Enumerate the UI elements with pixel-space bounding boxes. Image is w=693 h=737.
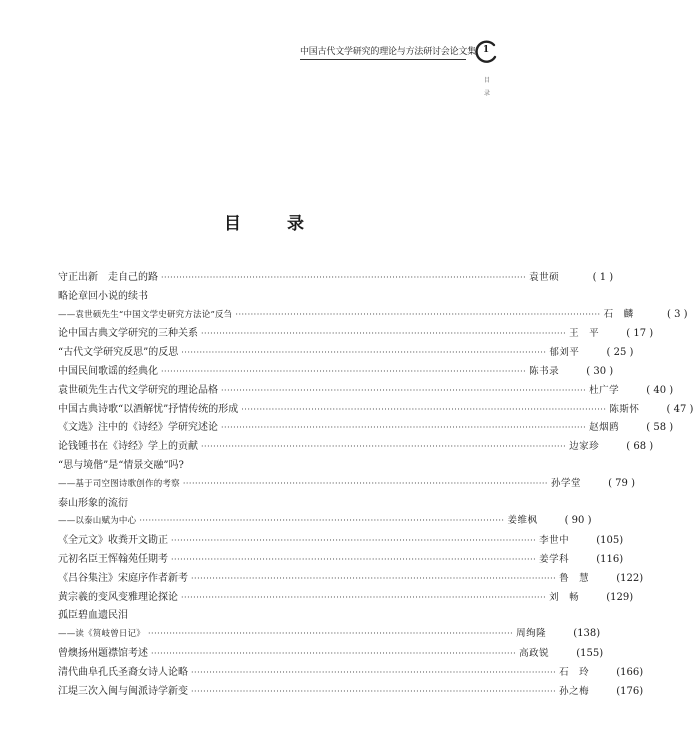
toc-entry-title: 元初名臣王恽翰苑任期考 — [58, 553, 168, 565]
toc-leader-dots: ························································································································ — [191, 573, 557, 583]
toc-leader-dots: ························································································································ — [241, 404, 607, 414]
toc-entry[interactable] — [58, 287, 477, 306]
toc-entry[interactable] — [58, 531, 624, 550]
toc-entry-author: 陈书录 — [529, 365, 560, 377]
toc-entry-author: 姜维枫 — [507, 515, 538, 527]
header-rule — [300, 59, 466, 60]
toc-entry[interactable] — [58, 268, 614, 287]
toc-entry-page: (166) — [616, 666, 644, 678]
toc-entry-title: “古代文学研究反思”的反思 — [58, 347, 179, 359]
toc-entry[interactable] — [58, 400, 693, 419]
toc-entry-title: 清代曲阜孔氏圣裔女诗人论略 — [58, 666, 188, 678]
page-number: 1 — [482, 45, 490, 55]
toc-entry[interactable] — [58, 606, 477, 625]
toc-entry-page: ( 90 ) — [564, 515, 592, 527]
toc-entry-author: 刘 畅 — [549, 591, 580, 603]
toc-entry-page: ( 40 ) — [646, 384, 674, 396]
toc-entry-author: 袁世硕 — [529, 272, 560, 283]
toc-entry[interactable] — [58, 381, 674, 400]
toc-entry-author: 石 麟 — [603, 308, 634, 320]
toc-entry-author: 孙之梅 — [559, 685, 590, 697]
toc-leader-dots: ························································································································ — [151, 648, 517, 658]
toc-entry-page: (122) — [616, 572, 644, 584]
toc-entry-title: 《吕谷集注》宋庭序作者新考 — [58, 572, 188, 584]
table-of-contents — [58, 268, 693, 700]
toc-entry[interactable] — [58, 569, 644, 588]
toc-leader-dots: ························································································································ — [139, 516, 505, 526]
toc-entry[interactable] — [58, 437, 654, 456]
toc-entry-page: (138) — [573, 628, 601, 640]
toc-entry-title: 中国民间歌谣的经典化 — [58, 365, 158, 377]
toc-entry-title: 中国古典诗歌“以酒解忧”抒情传统的形成 — [58, 403, 239, 415]
toc-entry[interactable] — [58, 306, 688, 325]
book-title: 中国古代文学研究的理论与方法研讨会论文集 — [300, 47, 477, 57]
page-title: 目 录 — [224, 214, 324, 234]
toc-entry-title: 论中国古典文学研究的三种关系 — [58, 328, 198, 340]
toc-leader-dots: ························································································································ — [171, 554, 537, 564]
toc-entry-page: ( 25 ) — [606, 347, 634, 359]
toc-entry[interactable] — [58, 512, 592, 531]
toc-entry-author: 杜广学 — [589, 384, 620, 396]
toc-entry[interactable] — [58, 663, 644, 682]
toc-leader-dots: ························································································································ — [191, 686, 557, 696]
toc-leader-dots: ························································································································ — [221, 423, 587, 433]
toc-entry-title: 孤臣碧血遗民泪 — [58, 610, 128, 622]
toc-entry-title: 《全元文》收粪开文勘正 — [58, 535, 168, 547]
toc-entry[interactable] — [58, 456, 477, 475]
toc-leader-dots: ························································································································ — [148, 629, 514, 639]
toc-entry-title: ——读《筼岐曾日记》 — [58, 629, 146, 640]
toc-leader-dots: ························································································································ — [181, 592, 547, 602]
toc-leader-dots: ························································································································ — [201, 442, 567, 452]
toc-entry[interactable] — [58, 588, 634, 607]
toc-entry-title: ——基于司空图诗歌创作的考察 — [58, 478, 180, 489]
toc-entry-author: 郁刘平 — [549, 347, 580, 359]
toc-entry-title: ——袁世硕先生“中国文学史研究方法论”反刍 — [58, 309, 233, 320]
toc-leader-dots: ························································································································ — [182, 478, 548, 488]
toc-entry-page: (155) — [576, 647, 604, 659]
side-label-char-2: 录 — [484, 90, 491, 97]
toc-entry-page: ( 58 ) — [646, 422, 674, 434]
toc-entry-page: ( 17 ) — [626, 328, 654, 340]
toc-entry[interactable] — [58, 475, 635, 494]
toc-entry[interactable] — [58, 625, 601, 644]
toc-entry-page: (105) — [596, 535, 624, 547]
toc-entry-title: 黄宗羲的变风变雅理论探论 — [58, 591, 178, 603]
toc-entry[interactable] — [58, 418, 674, 437]
toc-entry-author: 高政锐 — [519, 647, 550, 659]
toc-entry-title: “思与境偕”是“情景交融”吗? — [58, 459, 184, 471]
toc-entry-author: 赵烟鸥 — [589, 422, 620, 434]
side-label-char-1: 目 — [484, 77, 491, 84]
toc-entry-page: (116) — [596, 553, 624, 565]
toc-entry-title: 论钱锺书在《诗经》学上的贡献 — [58, 441, 198, 453]
toc-entry-author: 周绚隆 — [516, 628, 547, 640]
toc-entry-author: 孙学堂 — [550, 477, 581, 489]
toc-entry-title: 袁世硕先生古代文学研究的理论品格 — [58, 384, 218, 396]
toc-entry-page: ( 47 ) — [666, 403, 693, 415]
toc-leader-dots: ························································································································ — [161, 273, 527, 282]
toc-entry-page: (129) — [606, 591, 634, 603]
toc-entry-title: 泰山形象的流衍 — [58, 497, 128, 509]
toc-entry-title: 守正出新 走自己的路 — [58, 272, 158, 283]
toc-entry-author: 王 平 — [569, 328, 600, 340]
toc-entry-page: ( 1 ) — [592, 272, 614, 283]
page-number-badge — [474, 40, 498, 64]
toc-entry-title: 《文选》注中的《诗经》学研究述论 — [58, 422, 218, 434]
toc-entry-author: 姜学科 — [539, 553, 570, 565]
toc-entry[interactable] — [58, 324, 654, 343]
toc-entry[interactable] — [58, 550, 624, 569]
toc-entry-author: 鲁 慧 — [559, 572, 590, 584]
toc-leader-dots: ························································································································ — [235, 309, 601, 319]
toc-entry-page: ( 79 ) — [608, 477, 635, 489]
toc-entry-author: 李世中 — [539, 535, 570, 547]
toc-leader-dots: ························································································································ — [171, 536, 537, 546]
toc-leader-dots: ························································································································ — [181, 348, 547, 358]
toc-entry-title: 略论章回小说的续书 — [58, 290, 148, 302]
toc-leader-dots: ························································································································ — [191, 667, 557, 677]
toc-entry-page: ( 68 ) — [626, 441, 654, 453]
toc-leader-dots: ························································································································ — [161, 366, 527, 376]
toc-entry-title: 江堤三次入闽与闽派诗学新变 — [58, 685, 188, 697]
toc-entry[interactable] — [58, 644, 604, 663]
toc-entry-author: 边家珍 — [569, 441, 600, 453]
toc-entry[interactable] — [58, 494, 477, 513]
toc-entry-page: (176) — [616, 685, 644, 697]
toc-entry[interactable] — [58, 682, 644, 701]
toc-entry-author: 陈斯怀 — [609, 403, 640, 415]
toc-entry-page: ( 3 ) — [667, 308, 688, 320]
toc-entry-author: 石 玲 — [559, 666, 590, 678]
toc-entry-title: 曾燠扬州题襟馆考述 — [58, 647, 148, 659]
toc-leader-dots: ························································································································ — [221, 385, 587, 395]
toc-leader-dots: ························································································································ — [201, 329, 567, 339]
toc-entry[interactable] — [58, 362, 614, 381]
toc-entry-page: ( 30 ) — [586, 365, 614, 377]
toc-entry-title: ——以泰山赋为中心 — [58, 516, 137, 527]
toc-entry[interactable] — [58, 343, 634, 362]
